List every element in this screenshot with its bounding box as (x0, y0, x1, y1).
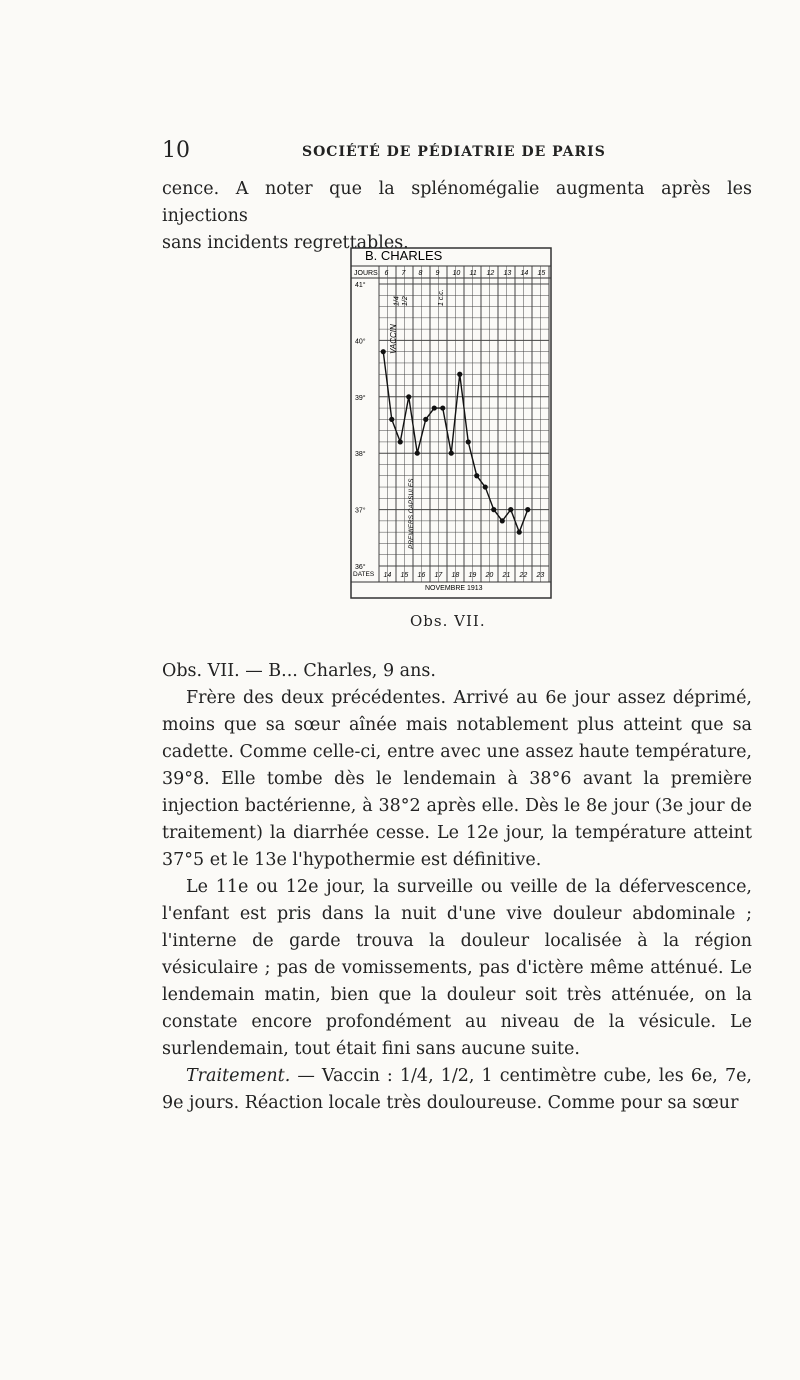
day-tick-label: 13 (503, 270, 512, 277)
day-tick-label: 8 (418, 270, 423, 277)
running-head: SOCIÉTÉ DE PÉDIATRIE DE PARIS (302, 144, 606, 160)
page-header (162, 138, 758, 168)
vaccin-annotation: VACCIN (389, 324, 398, 354)
day-tick-label: 10 (452, 270, 461, 277)
y-tick-label: 36° (355, 564, 366, 571)
y-tick-label: 41° (355, 282, 366, 289)
y-tick-label: 37° (355, 507, 366, 515)
chart-frame (351, 248, 551, 598)
temperature-point (517, 530, 522, 535)
temperature-point (398, 439, 403, 444)
observation-paragraph-1: Frère des deux précédentes. Arrivé au 6e jour assez déprimé, moins que sa sœur aînée mais notablement plus atteint que sa cadette. Comme celle-ci, entre avec une assez haute température, 39°8. Elle tombe dès le lendemain à 38°6 avant la première injection bactérienne, à 38°2 après elle. Dès le 8e jour (3e jour de traitement) la diarrhée cesse. Le 12e jour, la température atteint 37°5 et le 13e l'hypothermie est définitive. (162, 688, 752, 870)
date-tick-label: 14 (383, 572, 392, 579)
temperature-point (423, 417, 428, 422)
temperature-point (466, 439, 471, 444)
figure-caption: Obs. VII. (410, 612, 486, 630)
date-tick-label: 23 (536, 572, 545, 579)
date-tick-label: 15 (400, 572, 409, 579)
temperature-point (389, 417, 394, 422)
day-labels (385, 270, 546, 277)
temperature-point (525, 507, 530, 512)
temperature-point (483, 484, 488, 489)
temperature-point (508, 507, 513, 512)
day-tick-label: 12 (486, 270, 495, 277)
y-tick-label: 39° (355, 394, 366, 402)
observation-paragraph-2: Le 11e ou 12e jour, la surveille ou veille de la défervescence, l'enfant est pris dans la nuit d'une vive douleur abdominale ; l'interne de garde trouva la douleur localisée à la région vésiculaire ; pas de vomissements, pas d'ictère même atténué. Le lendemain matin, bien que la douleur soit très atténuée, on la constate encore profondément au niveau de la vésicule. Le surlendemain, tout était fini sans aucune suite. (162, 877, 752, 1059)
temperature-point (491, 507, 496, 512)
temperature-point (449, 451, 454, 456)
temperature-point (440, 405, 445, 410)
date-tick-label: 22 (519, 572, 528, 579)
day-tick-label: 14 (520, 270, 529, 277)
treatment-text: — Vaccin : 1/4, 1/2, 1 centimètre cube, les 6e, 7e, 9e jours. Réaction locale très douloureuse. Comme pour sa sœur (162, 1066, 752, 1113)
observation-heading: Obs. VII. — B... Charles, 9 ans. (162, 661, 436, 681)
day-tick-label: 9 (435, 270, 440, 277)
y-tick-label: 40° (355, 338, 366, 346)
date-tick-label: 19 (468, 572, 477, 579)
date-tick-label: 18 (451, 572, 460, 579)
day-tick-label: 15 (537, 270, 546, 277)
dose-annotation: 1 c.c. (437, 289, 445, 306)
intro-line-1: cence. A noter que la splénomégalie augmenta après les injections (162, 179, 752, 226)
temperature-point (474, 473, 479, 478)
temperature-point (415, 451, 420, 456)
observation-section (162, 658, 752, 1117)
date-tick-label: 17 (434, 572, 443, 579)
y-tick-label: 38° (355, 451, 366, 459)
temperature-point (381, 349, 386, 354)
chart-title: B. CHARLES (365, 248, 443, 263)
page-number: 10 (162, 138, 190, 163)
dose-annotation: 1/2 (402, 296, 410, 306)
day-tick-label: 7 (401, 270, 406, 277)
day-tick-label: 6 (384, 270, 389, 277)
temperature-point (406, 394, 411, 399)
dates-row-label: DATES (353, 571, 375, 578)
day-tick-label: 11 (469, 270, 477, 277)
dose-annotation: 1/4 (393, 296, 401, 306)
treatment-paragraph (162, 1063, 752, 1117)
temperature-point (457, 372, 462, 377)
treatment-label: Traitement. (186, 1066, 291, 1086)
temperature-chart (345, 244, 555, 604)
temperature-chart-svg (345, 244, 555, 604)
jours-label: JOURS: (354, 270, 380, 277)
month-label: NOVEMBRE 1913 (425, 585, 483, 592)
chart-grid (351, 266, 551, 582)
temperature-point (432, 405, 437, 410)
date-tick-label: 16 (417, 572, 426, 579)
date-tick-label: 21 (502, 572, 511, 579)
date-tick-label: 20 (485, 572, 494, 579)
temperature-point (500, 518, 505, 523)
lower-annotation: PREMIERS CAPSULES (408, 478, 415, 549)
y-axis-labels (355, 281, 366, 571)
intro-line-2: sans incidents regrettables. (162, 233, 409, 253)
